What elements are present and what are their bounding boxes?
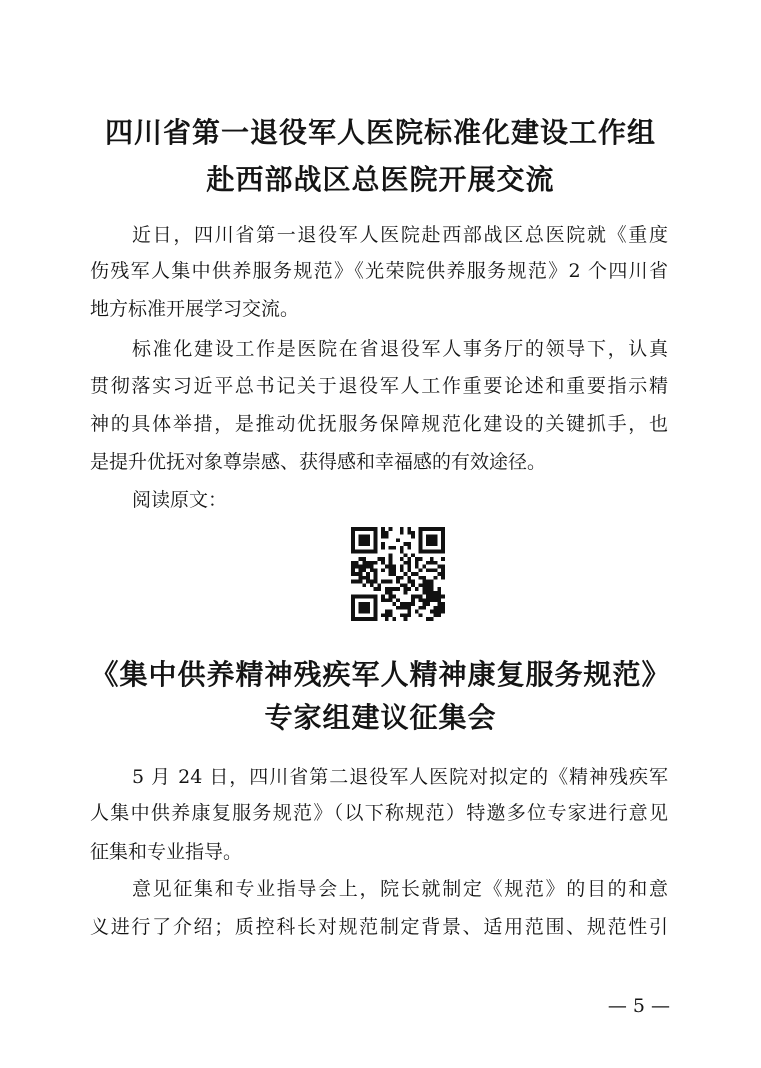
qr-module xyxy=(422,583,426,587)
qr-module xyxy=(400,546,404,550)
qr-module xyxy=(411,535,415,539)
qr-module xyxy=(351,580,355,584)
qr-module xyxy=(392,617,396,621)
qr-module xyxy=(400,565,404,569)
qr-module xyxy=(434,576,438,580)
qr-module xyxy=(385,610,389,614)
qr-module xyxy=(374,587,378,591)
qr-module xyxy=(400,568,404,572)
qr-module xyxy=(359,557,363,561)
qr-module xyxy=(430,583,434,587)
qr-finder-core xyxy=(426,535,437,546)
article1-para1-line2: 伤残军人集中供养服务规范》《光荣院供养服务规范》2 个四川省 xyxy=(90,260,668,282)
qr-module xyxy=(359,572,363,576)
qr-module xyxy=(407,576,411,580)
qr-module xyxy=(351,565,355,569)
qr-module xyxy=(389,565,393,569)
qr-module xyxy=(400,527,404,531)
qr-module xyxy=(381,580,385,584)
article1-title-line1: 四川省第一退役军人医院标准化建设工作组 xyxy=(104,116,656,149)
qr-module xyxy=(430,557,434,561)
qr-module xyxy=(411,583,415,587)
qr-module xyxy=(381,542,385,546)
qr-module xyxy=(407,568,411,572)
qr-module xyxy=(404,613,408,617)
qr-module xyxy=(441,610,445,614)
qr-module xyxy=(400,613,404,617)
qr-module xyxy=(434,591,438,595)
qr-module xyxy=(351,568,355,572)
qr-module xyxy=(400,531,404,535)
article1-para1-line3: 地方标准开展学习交流。 xyxy=(90,298,300,320)
qr-module xyxy=(415,565,419,569)
qr-module xyxy=(396,598,400,602)
qr-module xyxy=(362,568,366,572)
qr-module xyxy=(434,610,438,614)
qr-module xyxy=(366,565,370,569)
qr-module xyxy=(437,606,441,610)
qr-module xyxy=(426,595,430,599)
qr-module xyxy=(441,568,445,572)
article1-title-line2: 赴西部战区总医院开展交流 xyxy=(206,163,555,196)
qr-module xyxy=(415,572,419,576)
qr-module xyxy=(385,531,389,535)
qr-module xyxy=(407,602,411,606)
qr-module xyxy=(396,538,400,542)
qr-module xyxy=(389,591,393,595)
qr-module xyxy=(426,583,430,587)
qr-module xyxy=(392,572,396,576)
qr-module xyxy=(389,568,393,572)
qr-module xyxy=(381,531,385,535)
qr-module xyxy=(404,606,408,610)
qr-module xyxy=(437,602,441,606)
qr-module xyxy=(441,595,445,599)
qr-module xyxy=(407,557,411,561)
qr-module xyxy=(426,561,430,565)
qr-module xyxy=(366,580,370,584)
article1-para2-line1: 标准化建设工作是医院在省退役军人事务厅的领导下，认真 xyxy=(132,338,668,360)
qr-module xyxy=(366,572,370,576)
qr-module xyxy=(359,576,363,580)
qr-module xyxy=(385,535,389,539)
qr-module xyxy=(389,561,393,565)
qr-module xyxy=(437,598,441,602)
qr-module xyxy=(370,565,374,569)
qr-module xyxy=(374,568,378,572)
qr-module xyxy=(434,606,438,610)
qr-module xyxy=(441,565,445,569)
qr-module xyxy=(407,546,411,550)
qr-module xyxy=(381,595,385,599)
qr-module xyxy=(400,583,404,587)
qr-module xyxy=(407,606,411,610)
qr-module xyxy=(407,561,411,565)
qr-module xyxy=(441,602,445,606)
qr-module xyxy=(396,587,400,591)
qr-module xyxy=(381,546,385,550)
qr-module xyxy=(437,565,441,569)
article1-para1-line1: 近日，四川省第一退役军人医院赴西部战区总医院就《重度 xyxy=(132,224,668,246)
qr-module xyxy=(415,610,419,614)
qr-module xyxy=(362,557,366,561)
qr-module xyxy=(437,591,441,595)
qr-module xyxy=(419,568,423,572)
qr-module xyxy=(441,606,445,610)
qr-module xyxy=(370,568,374,572)
qr-module xyxy=(422,598,426,602)
qr-module xyxy=(422,591,426,595)
qr-module xyxy=(389,610,393,614)
qr-module xyxy=(355,561,359,565)
qr-module xyxy=(392,602,396,606)
qr-module xyxy=(422,606,426,610)
qr-module xyxy=(434,598,438,602)
qr-module xyxy=(437,613,441,617)
qr-module xyxy=(411,531,415,535)
qr-module xyxy=(385,591,389,595)
qr-code-icon[interactable] xyxy=(351,527,445,621)
qr-module xyxy=(366,576,370,580)
qr-module xyxy=(411,580,415,584)
qr-module xyxy=(441,572,445,576)
qr-module xyxy=(389,553,393,557)
qr-module xyxy=(430,568,434,572)
qr-module xyxy=(389,587,393,591)
qr-module xyxy=(389,527,393,531)
qr-module xyxy=(430,561,434,565)
qr-module xyxy=(426,591,430,595)
qr-module xyxy=(426,617,430,621)
qr-module xyxy=(392,595,396,599)
qr-module xyxy=(422,580,426,584)
qr-module xyxy=(396,580,400,584)
qr-module xyxy=(434,561,438,565)
qr-module xyxy=(385,580,389,584)
qr-finder-core xyxy=(359,535,370,546)
qr-module xyxy=(419,576,423,580)
qr-module xyxy=(419,606,423,610)
qr-module xyxy=(366,561,370,565)
qr-module xyxy=(404,587,408,591)
article1-para2-line2: 贯彻落实习近平总书记关于退役军人工作重要论述和重要指示精 xyxy=(90,375,668,397)
qr-module xyxy=(404,617,408,621)
qr-module xyxy=(422,576,426,580)
qr-module xyxy=(430,580,434,584)
qr-module xyxy=(381,568,385,572)
qr-module xyxy=(437,610,441,614)
qr-module xyxy=(407,527,411,531)
qr-module xyxy=(351,572,355,576)
qr-module xyxy=(362,583,366,587)
qr-module xyxy=(407,587,411,591)
qr-module xyxy=(392,565,396,569)
qr-module xyxy=(415,557,419,561)
qr-module xyxy=(381,598,385,602)
qr-module xyxy=(374,572,378,576)
qr-module xyxy=(404,602,408,606)
qr-module xyxy=(437,587,441,591)
qr-module xyxy=(370,561,374,565)
qr-module xyxy=(389,546,393,550)
qr-module xyxy=(430,617,434,621)
article1-para2-line3: 神的具体举措，是推动优抚服务保障规范化建设的关键抓手，也 xyxy=(90,413,668,435)
qr-module xyxy=(374,561,378,565)
qr-module xyxy=(411,595,415,599)
qr-module xyxy=(422,602,426,606)
qr-module xyxy=(422,565,426,569)
qr-module xyxy=(359,580,363,584)
qr-module xyxy=(404,553,408,557)
qr-module xyxy=(381,557,385,561)
article1-para2-line4: 是提升优抚对象尊崇感、获得感和幸福感的有效途径。 xyxy=(90,451,547,473)
qr-module xyxy=(381,535,385,539)
qr-module xyxy=(430,595,434,599)
qr-module xyxy=(430,587,434,591)
qr-module xyxy=(381,561,385,565)
qr-module xyxy=(422,587,426,591)
qr-module xyxy=(430,610,434,614)
qr-module xyxy=(419,613,423,617)
qr-module xyxy=(437,595,441,599)
qr-module xyxy=(374,576,378,580)
qr-module xyxy=(441,557,445,561)
qr-module xyxy=(400,602,404,606)
read-original-label: 阅读原文： xyxy=(132,489,228,511)
qr-module xyxy=(389,595,393,599)
qr-module xyxy=(400,550,404,554)
qr-module xyxy=(370,583,374,587)
qr-module xyxy=(362,561,366,565)
qr-module xyxy=(355,565,359,569)
qr-module xyxy=(377,587,381,591)
qr-module xyxy=(392,587,396,591)
qr-module xyxy=(396,576,400,580)
qr-module xyxy=(389,613,393,617)
qr-module xyxy=(389,572,393,576)
qr-module xyxy=(381,527,385,531)
qr-module xyxy=(430,598,434,602)
qr-module xyxy=(426,587,430,591)
qr-module xyxy=(415,587,419,591)
article2-para1-line2: 人集中供养康复服务规范》（以下称规范）特邀多位专家进行意见 xyxy=(90,802,668,824)
qr-module xyxy=(404,572,408,576)
qr-module xyxy=(385,565,389,569)
qr-module xyxy=(389,598,393,602)
qr-module xyxy=(407,580,411,584)
qr-module xyxy=(407,610,411,614)
qr-module xyxy=(419,598,423,602)
qr-module xyxy=(385,587,389,591)
page-number: — 5 — xyxy=(607,995,670,1017)
qr-module xyxy=(426,568,430,572)
qr-module xyxy=(407,613,411,617)
qr-module xyxy=(407,565,411,569)
qr-module xyxy=(355,580,359,584)
article2-para1-line3: 征集和专业指导。 xyxy=(90,841,243,863)
qr-module xyxy=(385,617,389,621)
qr-module xyxy=(404,591,408,595)
qr-module xyxy=(437,572,441,576)
qr-module xyxy=(434,613,438,617)
qr-finder-core xyxy=(359,602,370,613)
qr-module xyxy=(411,602,415,606)
qr-module xyxy=(419,595,423,599)
qr-module xyxy=(415,561,419,565)
qr-module xyxy=(385,598,389,602)
article2-title-line2: 专家组建议征集会 xyxy=(264,701,497,734)
qr-module xyxy=(392,568,396,572)
qr-module xyxy=(389,557,393,561)
qr-module xyxy=(419,583,423,587)
qr-module xyxy=(411,572,415,576)
qr-module xyxy=(351,561,355,565)
qr-module xyxy=(355,572,359,576)
qr-module xyxy=(411,598,415,602)
qr-module xyxy=(359,565,363,569)
article2-title-line1: 《集中供养精神残疾军人精神康复服务规范》 xyxy=(90,658,671,691)
qr-module xyxy=(400,557,404,561)
qr-module xyxy=(389,580,393,584)
qr-module xyxy=(415,595,419,599)
qr-module xyxy=(362,576,366,580)
qr-module xyxy=(404,583,408,587)
qr-module xyxy=(381,613,385,617)
qr-module xyxy=(400,576,404,580)
qr-module xyxy=(385,613,389,617)
qr-module xyxy=(404,542,408,546)
qr-module xyxy=(419,557,423,561)
qr-module xyxy=(426,580,430,584)
qr-module xyxy=(400,606,404,610)
qr-module xyxy=(392,546,396,550)
qr-module xyxy=(407,542,411,546)
qr-module xyxy=(407,531,411,535)
qr-module xyxy=(426,602,430,606)
qr-module xyxy=(362,565,366,569)
qr-module xyxy=(430,591,434,595)
article2-para2-line2: 义进行了介绍；质控科长对规范制定背景、适用范围、规范性引 xyxy=(90,916,668,938)
qr-module xyxy=(370,580,374,584)
qr-module xyxy=(426,598,430,602)
article2-para1-line1: 5 月 24 日，四川省第二退役军人医院对拟定的《精神残疾军 xyxy=(132,766,668,788)
qr-module xyxy=(404,561,408,565)
qr-module xyxy=(434,595,438,599)
qr-module xyxy=(374,580,378,584)
qr-module xyxy=(434,568,438,572)
qr-module xyxy=(377,583,381,587)
qr-module xyxy=(377,557,381,561)
qr-module xyxy=(441,576,445,580)
qr-module xyxy=(359,568,363,572)
qr-module xyxy=(411,553,415,557)
article2-para2-line1: 意见征集和专业指导会上，院长就制定《规范》的目的和意 xyxy=(132,878,668,900)
qr-module xyxy=(396,606,400,610)
